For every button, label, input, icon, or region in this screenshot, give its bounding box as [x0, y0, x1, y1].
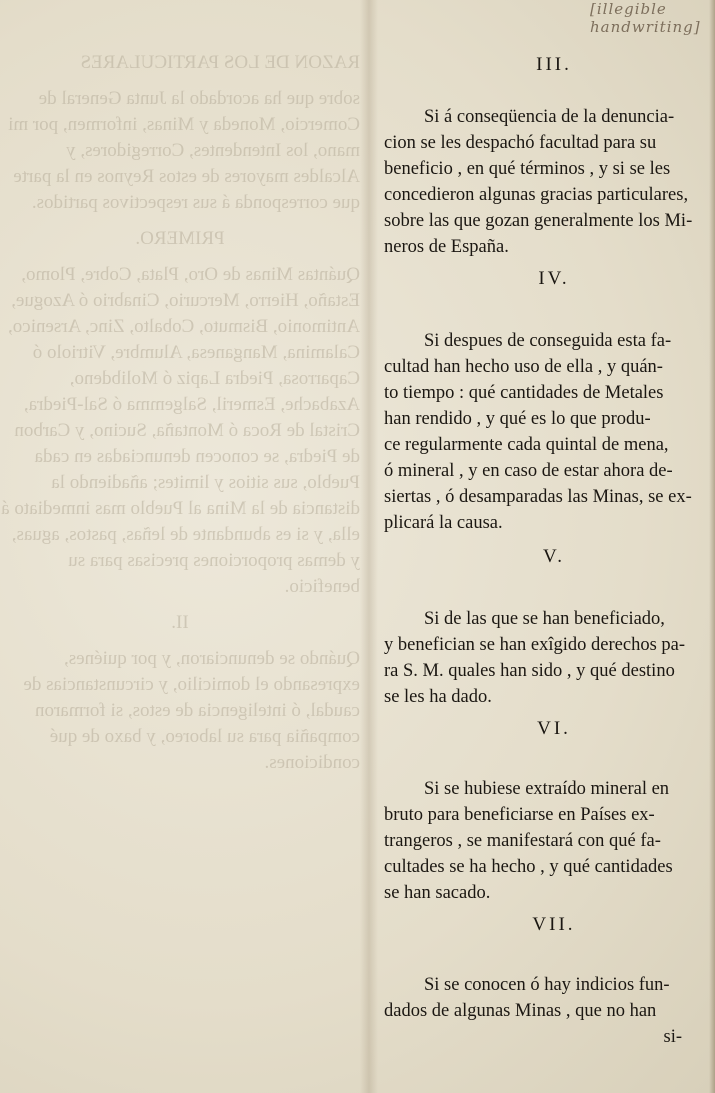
section-v-paragraph: [384, 606, 715, 710]
text-line: cultad han hecho uso de ella , y quán-: [384, 357, 663, 377]
text-line: dados de algunas Minas , que no han: [384, 1001, 657, 1021]
text-line: se les ha dado.: [384, 687, 492, 707]
text-line: se han sacado.: [384, 883, 491, 903]
section-numeral-vi: VI.: [537, 718, 571, 739]
text-line: cultades se ha hecho , y qué cantidades: [384, 857, 673, 877]
text-line: cion se les despachó facultad para su: [384, 133, 657, 153]
text-line: si-: [663, 1027, 682, 1047]
text-line: Si se conocen ó hay indicios fun-: [424, 975, 670, 995]
handwritten-note: [illegible handwriting]: [590, 0, 701, 36]
section-iii-paragraph: [384, 104, 715, 260]
section-numeral-vii: VII.: [532, 914, 576, 935]
page-gutter-shadow: [360, 0, 378, 1093]
bleed-through-text: RAZON DE LOS PARTICULARES sobre que ha acordado la Junta General de Comercio, Moneda y Minas, informen, por mi mano, los Intendentes, Corregidores, y Alcaldes mayores de estos Reynos en la parte que corresponda á sus respectivos partidos. PRIMERO. Quántas Minas de Oro, Plata, Cobre, Plomo, Estaño, Hierro, Mercurio, Cinabrio ó Azogue, Antimonio, Bismuto, Cobalto, Zinc, Arsenico, Calamina, Manganesa, Alumbre, Vitriolo ó Caparrosa, Piedra Lapiz ó Molibdeno, Azabache, Esmeril, Salgemma ó Sal-Piedra, Cristal de Roca ó Montaña, Sucino, y Carbon de Piedra, se conocen denunciadas en cada Pueblo, sus sitios y limites; añadiendo la distancia de la Mina al Pueblo mas inmediato á ella, y si es abundante de leñas, pastos, aguas, y demas proporciones precisas para su beneficio. II. Quándo se denunciaron, y por quiénes, expresando el domicilio, y circunstancias de caudal, ó inteligencia de estos, si formaron compañia para su laboreo, y baxo de qué condiciones.: [1, 52, 360, 773]
text-column: [384, 52, 715, 1050]
text-line: Si á conseqüencia de la denuncia-: [424, 107, 675, 127]
text-line: sobre las que gozan generalmente los Mi-: [384, 211, 693, 231]
text-line: bruto para beneficiarse en Países ex-: [384, 805, 655, 825]
text-line: ce regularmente cada quintal de mena,: [384, 435, 669, 455]
text-line: neros de España.: [384, 237, 509, 257]
text-line: y benefician se han exîgido derechos pa-: [384, 635, 686, 655]
text-line: ó mineral , y en caso de estar ahora de-: [384, 461, 673, 481]
section-numeral-iii: III.: [536, 54, 572, 75]
section-vii-paragraph: [384, 972, 715, 1050]
section-numeral-v: V.: [542, 546, 566, 567]
text-line: concedieron algunas gracias particulares,: [384, 185, 689, 205]
text-line: han rendido , y qué es lo que produ-: [384, 409, 651, 429]
text-line: siertas , ó desamparadas las Minas, se ex-: [384, 487, 692, 507]
text-line: to tiempo : qué cantidades de Metales: [384, 383, 664, 403]
text-line: Si de las que se han beneficiado,: [424, 609, 665, 629]
section-numeral-iv: IV.: [538, 268, 570, 289]
text-line: ra S. M. quales han sido , y qué destino: [384, 661, 675, 681]
text-line: Si despues de conseguida esta fa-: [424, 331, 672, 351]
text-line: plicará la causa.: [384, 513, 503, 533]
text-line: trangeros , se manifestará con qué fa-: [384, 831, 661, 851]
text-line: Si se hubiese extraído mineral en: [424, 779, 670, 799]
text-line: beneficio , en qué términos , y si se les: [384, 159, 671, 179]
section-iv-paragraph: [384, 328, 715, 536]
section-vi-paragraph: [384, 776, 715, 906]
